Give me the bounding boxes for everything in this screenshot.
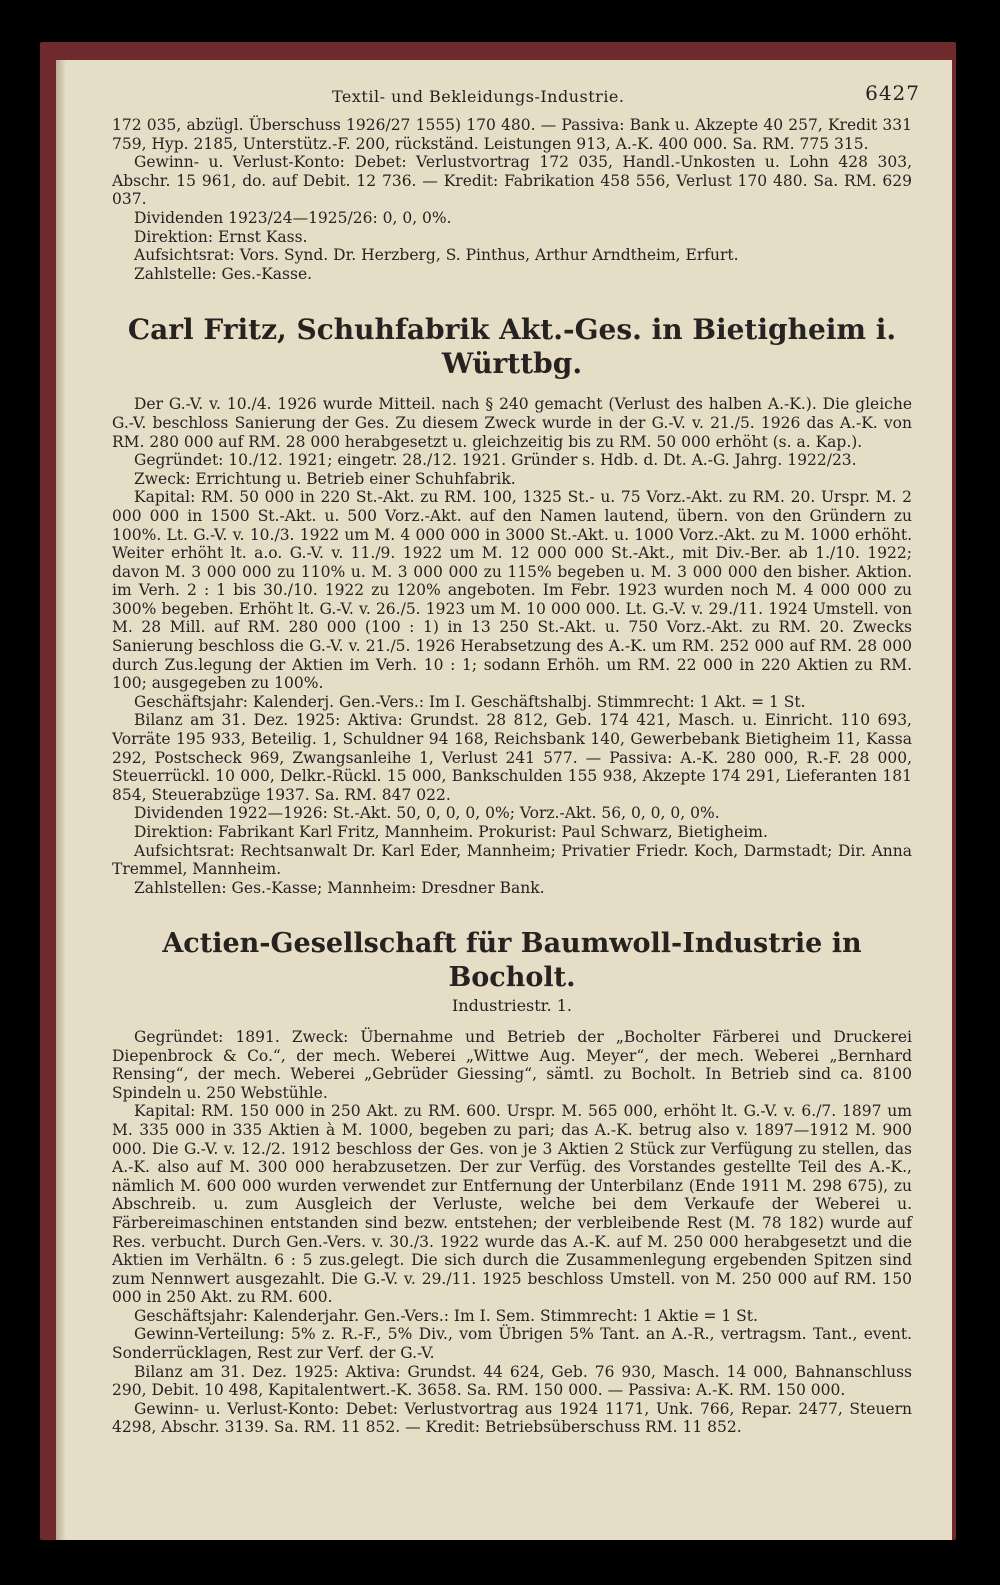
company-entry (112, 1028, 912, 1437)
entry-paragraph: 172 035, abzügl. Überschuss 1926/27 1555) 170 480. — Passiva: Bank u. Akzepte 40 257, Kredit 331 759, Hyp. 2185, Unterstütz.-F. 200, rückständ. Leistungen 913, A.-K. 400 000. Sa. RM. 775 315. (112, 116, 912, 153)
company-heading: Actien-Gesellschaft für Baumwoll-Industrie in Bocholt. (162, 928, 862, 994)
entry-paragraph: Geschäftsjahr: Kalenderj. Gen.-Vers.: Im I. Geschäftshalbj. Stimmrecht: 1 Akt. = 1 St. (134, 692, 806, 711)
entry-paragraph: Gegründet: 10./12. 1921; eingetr. 28./12. 1921. Gründer s. Hdb. d. Dt. A.-G. Jahrg. 1922/23. (134, 451, 857, 470)
entry-paragraph: Bilanz am 31. Dez. 1925: Aktiva: Grundst. 44 624, Geb. 76 930, Masch. 14 000, Bahnanschluss 290, Debit. 10 498, Kapitalentwert.-K. 3658. Sa. RM. 150 000. — Passiva: A.-K. RM. 150 000. (112, 1362, 912, 1400)
running-head-title: Textil- und Bekleidungs-Industrie. (332, 87, 625, 106)
entry-paragraph: Direktion: Ernst Kass. (134, 227, 308, 246)
page-content (112, 81, 920, 1437)
company-heading: Carl Fritz, Schuhfabrik Akt.-Ges. in Bietigheim i. Württbg. (127, 313, 897, 381)
page-binding-shadow (56, 60, 66, 1540)
entry-paragraph: Der G.-V. v. 10./4. 1926 wurde Mitteil. nach § 240 gemacht (Verlust des halben A.-K.). Die gleiche G.-V. beschloss Sanierung der Ges. Zu diesem Zweck wurde in der G.-V. v. 21./5. 1926 das A.-K. von RM. 280 000 auf RM. 28 000 herabgesetzt u. gleichzeitig bis zu RM. 50 000 erhöht (s. a. Kap.). (112, 395, 912, 451)
page-number: 6427 (865, 81, 920, 105)
company-entry (112, 395, 912, 897)
company-address: Industriestr. 1. (451, 996, 572, 1016)
entry-paragraph: Aufsichtsrat: Vors. Synd. Dr. Herzberg, S. Pinthus, Arthur Arndtheim, Erfurt. (134, 246, 739, 265)
entry-paragraph: Zweck: Errichtung u. Betrieb einer Schuhfabrik. (134, 469, 516, 488)
entry-paragraph: Kapital: RM. 150 000 in 250 Akt. zu RM. 600. Urspr. M. 565 000, erhöht lt. G.-V. v. 6./7. 1897 um M. 335 000 in 335 Aktien à M. 1000, begeben zu pari; das A.-K. betrug also v. 1897—1912 M. 900 000. Die G.-V. v. 12./2. 1912 beschloss der Ges. von je 3 Aktien 2 Stück zur Verfügung zu stellen, das A.-K. also auf M. 300 000 herabzusetzen. Der zur Verfüg. des Vorstandes gestellte Teil des A.-K., nämlich M. 600 000 wurden verwendet zur Entfernung der Unterbilanz (Ende 1911 M. 298 675), zu Abschreib. u. zum Ausgleich der Verluste, welche bei dem Verkaufe der Weberei u. Färbereimaschinen entstanden sind bezw. entstehen; der verbleibende Rest (M. 78 182) wurde auf Res. verbucht. Durch Gen.-Vers. v. 30./3. 1922 wurde das A.-K. auf M. 250 000 herabgesetzt und die Aktien im Verhältn. 6 : 5 zus.gelegt. Die sich durch die Zusammenlegung ergebenden Spitzen sind zum Nennwert ausgezahlt. Die G.-V. v. 29./11. 1925 beschloss Umstell. von M. 250 000 auf RM. 150 000 in 250 Akt. zu RM. 600. (112, 1102, 912, 1307)
running-head (112, 81, 920, 108)
book-page (56, 60, 952, 1540)
continued-entry (112, 116, 912, 283)
entry-paragraph: Gewinn-Verteilung: 5% z. R.-F., 5% Div., vom Übrigen 5% Tant. an A.-R., vertragsm. Tant., event. Sonderrücklagen, Rest zur Verf. der G.-V. (112, 1325, 912, 1363)
entry-paragraph: Gegründet: 1891. Zweck: Übernahme und Betrieb der „Bocholter Färberei und Druckerei Diepenbrock & Co.“, der mech. Weberei „Wittwe Aug. Meyer“, der mech. Weberei „Bernhard Rensing“, der mech. Weberei „Gebrüder Giessing“, sämtl. zu Bocholt. In Betrieb sind ca. 8100 Spindeln u. 250 Webstühle. (112, 1027, 912, 1102)
entry-paragraph: Dividenden 1922—1926: St.-Akt. 50, 0, 0, 0, 0%; Vorz.-Akt. 56, 0, 0, 0, 0%. (134, 804, 720, 823)
entry-paragraph: Kapital: RM. 50 000 in 220 St.-Akt. zu RM. 100, 1325 St.- u. 75 Vorz.-Akt. zu RM. 20. Urspr. M. 2 000 000 in 1500 St.-Akt. u. 500 Vorz.-Akt. auf den Namen lautend, übern. von den Gründern zu 100%. Lt. G.-V. v. 10./3. 1922 um M. 4 000 000 in 3000 St.-Akt. u. 1000 Vorz.-Akt. zu M. 1000 erhöht. Weiter erhöht lt. a.o. G.-V. v. 11./9. 1922 um M. 12 000 000 St.-Akt., mit Div.-Ber. ab 1./10. 1922; davon M. 3 000 000 zu 110% u. M. 3 000 000 zu 115% begeben u. M. 3 000 000 den bisher. Aktion. im Verh. 2 : 1 bis 30./10. 1922 zu 120% angeboten. Im Febr. 1923 wurden noch M. 4 000 000 zu 300% begeben. Erhöht lt. G.-V. v. 26./5. 1923 um M. 10 000 000. Lt. G.-V. v. 29./11. 1924 Umstell. von M. 28 Mill. auf RM. 280 000 (100 : 1) in 13 250 St.-Akt. u. 750 Vorz.-Akt. zu RM. 20. Zwecks Sanierung beschloss die G.-V. v. 21./5. 1926 Herabsetzung des A.-K. um RM. 252 000 auf RM. 28 000 durch Zus.legung der Aktien im Verh. 10 : 1; sodann Erhöh. um RM. 22 000 in 220 Aktien zu RM. 100; ausgegeben zu 100%. (112, 488, 912, 693)
entry-paragraph: Geschäftsjahr: Kalenderjahr. Gen.-Vers.: Im I. Sem. Stimmrecht: 1 Aktie = 1 St. (134, 1306, 758, 1325)
entry-paragraph: Gewinn- u. Verlust-Konto: Debet: Verlustvortrag 172 035, Handl.-Unkosten u. Lohn 428 303, Abschr. 15 961, do. auf Debit. 12 736. — Kredit: Fabrikation 458 556, Verlust 170 480. Sa. RM. 629 037. (112, 153, 912, 209)
entry-paragraph: Direktion: Fabrikant Karl Fritz, Mannheim. Prokurist: Paul Schwarz, Bietigheim. (134, 823, 768, 841)
entry-paragraph: Dividenden 1923/24—1925/26: 0, 0, 0%. (134, 208, 452, 227)
entry-paragraph: Zahlstelle: Ges.-Kasse. (134, 264, 313, 283)
entry-paragraph: Aufsichtsrat: Rechtsanwalt Dr. Karl Eder, Mannheim; Privatier Friedr. Koch, Darmstadt; Dir. Anna Tremmel, Mannheim. (112, 841, 912, 879)
entry-paragraph: Gewinn- u. Verlust-Konto: Debet: Verlustvortrag aus 1924 1171, Unk. 766, Repar. 2477, Steuern 4298, Abschr. 3139. Sa. RM. 11 852. — Kredit: Betriebsüberschuss RM. 11 852. (112, 1399, 912, 1437)
entry-paragraph: Zahlstellen: Ges.-Kasse; Mannheim: Dresdner Bank. (134, 878, 545, 897)
entry-paragraph: Bilanz am 31. Dez. 1925: Aktiva: Grundst. 28 812, Geb. 174 421, Masch. u. Einricht. 110 693, Vorräte 195 933, Beteilig. 1, Schuldner 94 168, Reichsbank 140, Gewerbebank Bietigheim 11, Kassa 292, Postscheck 969, Zwangsanleihe 1, Verlust 241 577. — Passiva: A.-K. 280 000, R.-F. 28 000, Steuerrückl. 10 000, Delkr.-Rückl. 15 000, Bankschulden 155 938, Akzepte 174 291, Lieferanten 181 854, Steuerabzüge 1937. Sa. RM. 847 022. (112, 711, 912, 804)
